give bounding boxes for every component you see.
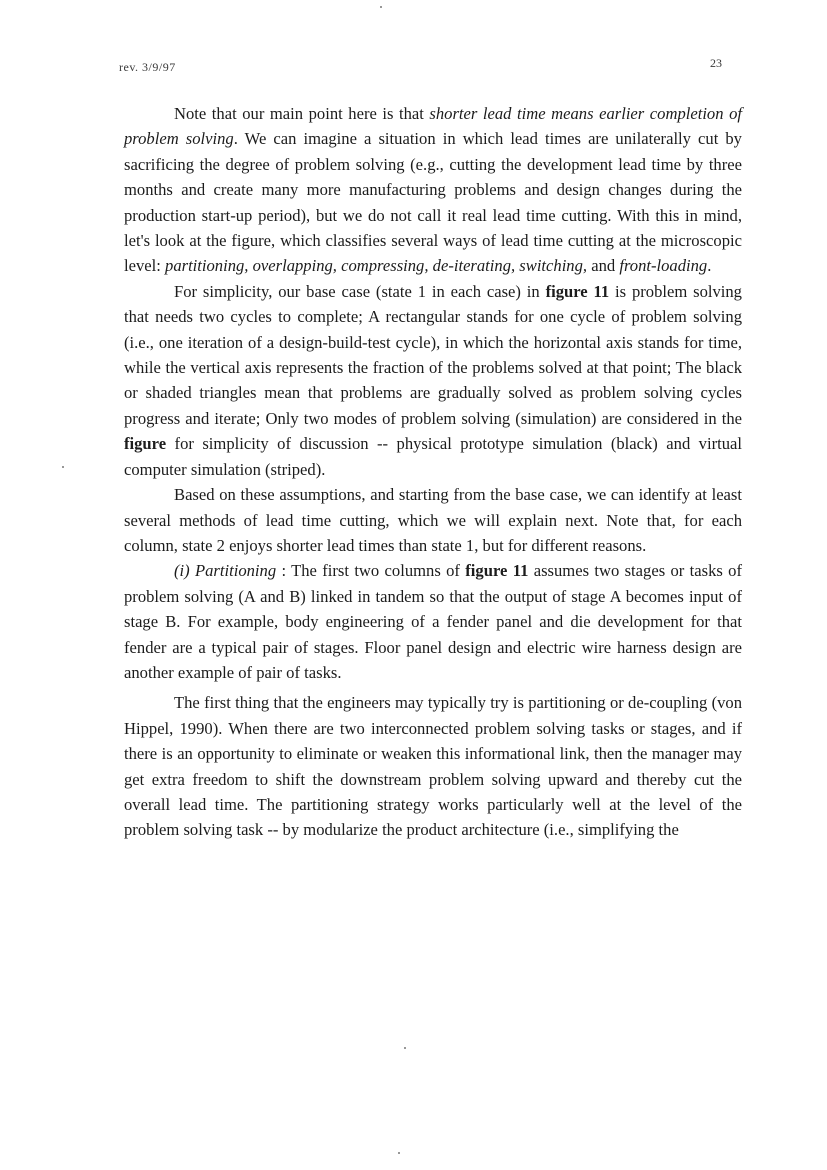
text-run: . <box>707 256 712 276</box>
paragraph-decoupling: The first thing that the engineers may typically try is partitioning or de-coupling (von Hippel, 1990). When there are two interconnected problem solving tasks or stages, and if there is an opportunity to eliminate or weaken this informational link, then the manager may get extra freedom to shift the downstream problem solving upward and thereby cut the overall lead time. The partitioning strategy works particularly well at the level of the problem solving task -- by modularize the product architecture (i.e., simplifying the <box>124 693 742 840</box>
scan-speck <box>380 6 382 8</box>
emphasis-run: partitioning, overlapping, compressing, de-iterating, switching, <box>165 256 588 276</box>
paragraph-assumptions: Based on these assumptions, and starting from the base case, we can identify at least several methods of lead time cutting, which we will explain next. Note that, for each column, state 2 enjoys shorter lead times than state 1, but for different reasons. <box>124 485 742 555</box>
text-run: assumes two stages or tasks of problem solving (A and B) linked in tandem so that the output of stage A becomes input of stage B. For example, body engineering of a fender panel and die development for that fender are a typical pair of stages. Floor panel design and electric wire harness design are another example of pair of tasks. <box>124 561 742 682</box>
text-run: and <box>587 256 620 276</box>
paragraph-base-case <box>124 279 742 482</box>
body-text <box>124 101 742 843</box>
paragraph-main-point <box>124 101 742 279</box>
text-run: . We can imagine a situation in which lead times are unilaterally cut by sacrificing the degree of problem solving (e.g., cutting the development lead time by three months and create many more manufacturing problems and design changes during the production start-up period), but we do not call it real lead time cutting. With this in mind, let's look at the figure, which classifies several ways of lead time cutting at the microscopic level: <box>124 129 742 276</box>
emphasis-run: shorter lead time means earlier completion of problem solving <box>124 104 742 149</box>
figure-reference: figure 11 <box>545 281 610 301</box>
scan-speck <box>398 1152 400 1154</box>
scan-speck <box>62 466 64 468</box>
text-run: for simplicity of discussion -- physical prototype simulation (black) and virtual computer simulation (striped). <box>124 434 742 479</box>
emphasis-run: front-loading <box>619 256 708 276</box>
section-label: (i) Partitioning <box>174 561 277 581</box>
figure-reference: figure 11 <box>465 561 529 581</box>
scan-speck <box>404 1047 406 1049</box>
paragraph-partitioning <box>124 558 742 685</box>
text-run: For simplicity, our base case (state 1 in each case) in <box>174 281 546 301</box>
page-number: 23 <box>710 56 722 70</box>
figure-reference: figure <box>124 434 167 454</box>
text-run: Note that our main point here is that <box>174 104 430 123</box>
text-run: is problem solving that needs two cycles to complete; A rectangular stands for one cycle of problem solving (i.e., one iteration of a design-build-test cycle), in which the horizontal axis stands for time, while the vertical axis represents the fraction of the problems solved at that point; The black or shaded triangles mean that problems are gradually solved as problem solving cycles progress and iterate; Only two modes of problem solving (simulation) are considered in the <box>124 281 742 428</box>
text-run: : The first two columns of <box>276 561 466 581</box>
revision-date: rev. 3/9/97 <box>119 60 176 74</box>
